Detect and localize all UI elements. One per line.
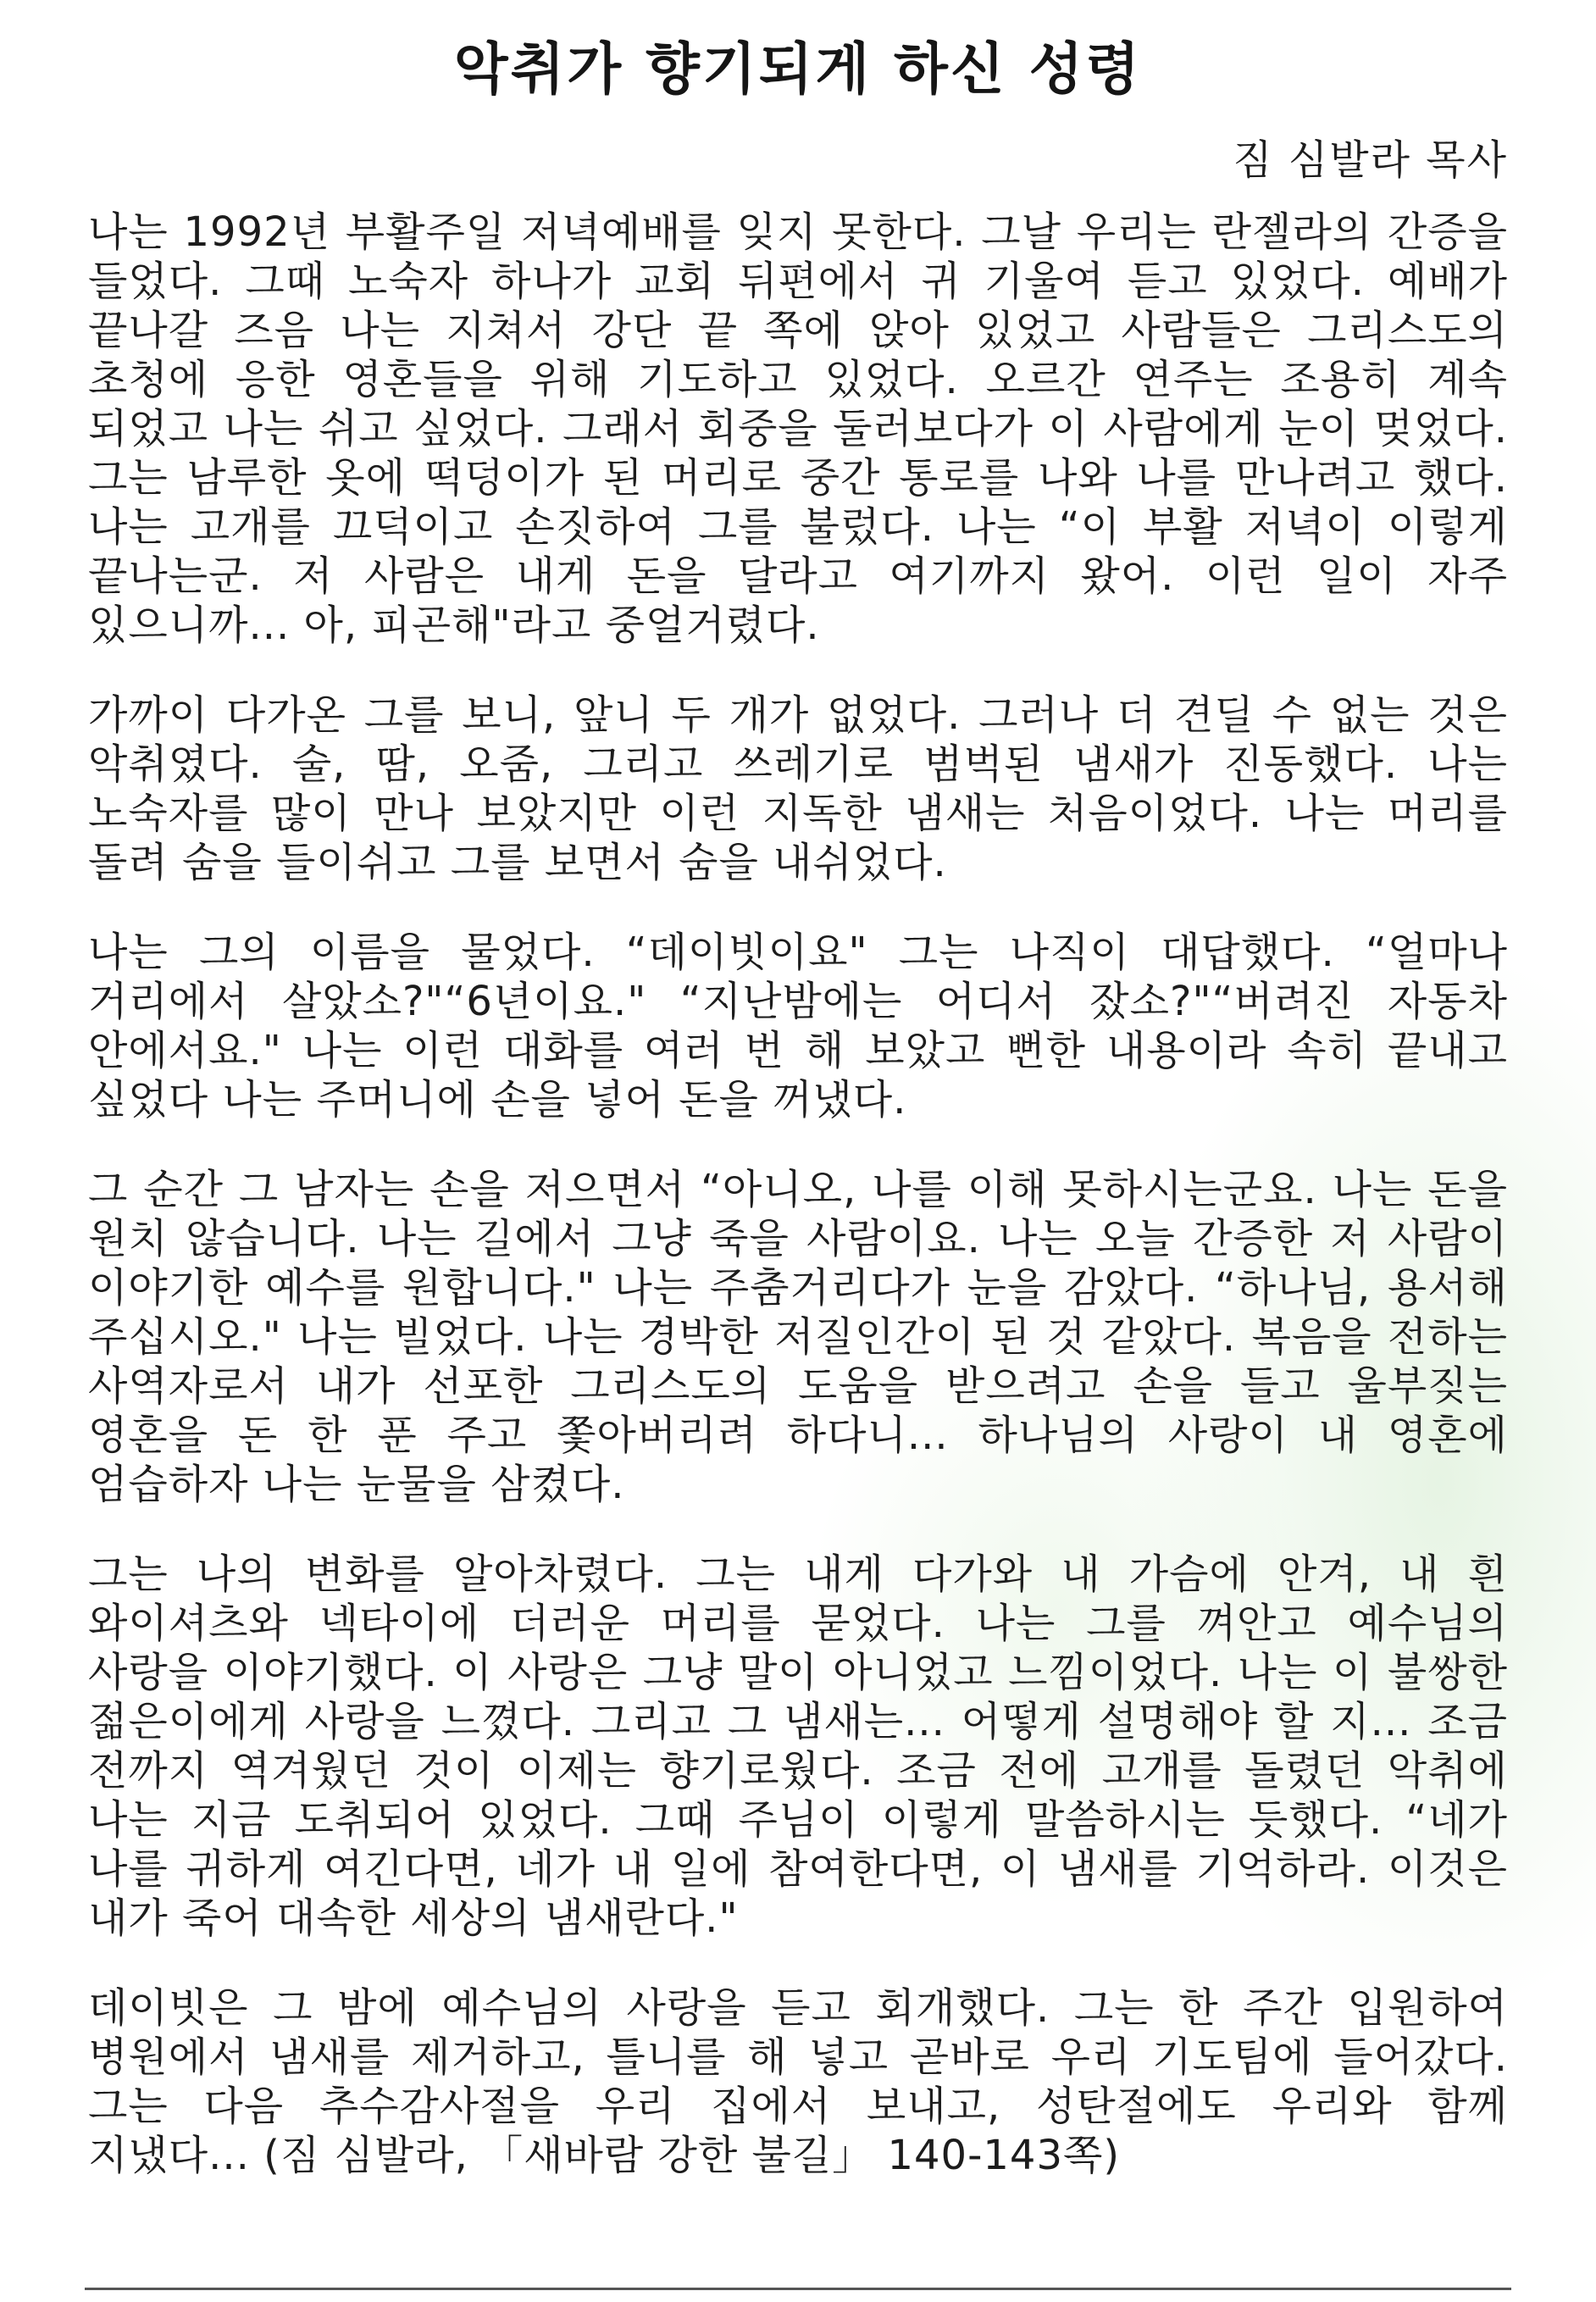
article-title: 악취가 향기되게 하신 성령	[453, 36, 1143, 102]
paragraph-1: 나는 1992년 부활주일 저녁예배를 잊지 못한다. 그날 우리는 란젤라의 간증을 들었다. 그때 노숙자 하나가 교회 뒤편에서 귀 기울여 듣고 있었다. 예배가 끝나갈 즈음 나는 지쳐서 강단 끝 쪽에 앉아 있었고 사람들은 그리스도의 초청에 응한 영혼들을 위해 기도하고 있었다. 오르간 연주는 조용히 계속 되었고 나는 쉬고 싶었다. 그래서 회중을 둘러보다가 이 사람에게 눈이 멎었다. 그는 남루한 옷에 떡덩이가 된 머리로 중간 통로를 나와 나를 만나려고 했다. 나는 고개를 끄덕이고 손짓하여 그를 불렀다. 나는 “이 부활 저녁이 이렇게 끝나는군. 저 사람은 내게 돈을 달라고 여기까지 왔어. 이런 일이 자주 있으니까... 아, 피곤해"라고 중얼거렸다.	[88, 208, 1508, 649]
paragraph-5: 그는 나의 변화를 알아차렸다. 그는 내게 다가와 내 가슴에 안겨, 내 흰 와이셔츠와 넥타이에 더러운 머리를 묻었다. 나는 그를 껴안고 예수님의 사랑을 이야기했다. 이 사랑은 그냥 말이 아니었고 느낌이었다. 나는 이 불쌍한 젊은이에게 사랑을 느꼈다. 그리고 그 냄새는... 어떻게 설명해야 할 지... 조금 전까지 역겨웠던 것이 이제는 향기로웠다. 조금 전에 고개를 돌렸던 악취에 나는 지금 도취되어 있었다. 그때 주님이 이렇게 말씀하시는 듯했다. “네가 나를 귀하게 여긴다면, 네가 내 일에 참여한다면, 이 냄새를 기억하라. 이것은 내가 죽어 대속한 세상의 냄새란다."	[88, 1550, 1508, 1942]
paragraph-4: 그 순간 그 남자는 손을 저으면서 “아니오, 나를 이해 못하시는군요. 나는 돈을 원치 않습니다. 나는 길에서 그냥 죽을 사람이요. 나는 오늘 간증한 저 사람이 이야기한 예수를 원합니다." 나는 주춤거리다가 눈을 감았다. “하나님, 용서해 주십시오." 나는 빌었다. 나는 경박한 저질인간이 된 것 같았다. 복음을 전하는 사역자로서 내가 선포한 그리스도의 도움을 받으려고 손을 들고 울부짖는 영혼을 돈 한 푼 주고 쫓아버리려 하다니... 하나님의 사랑이 내 영혼에 엄습하자 나는 눈물을 삼켰다.	[88, 1166, 1508, 1508]
paragraph-2: 가까이 다가온 그를 보니, 앞니 두 개가 없었다. 그러나 더 견딜 수 없는 것은 악취였다. 술, 땀, 오줌, 그리고 쓰레기로 범벅된 냄새가 진동했다. 나는 노숙자를 많이 만나 보았지만 이런 지독한 냄새는 처음이었다. 나는 머리를 돌려 숨을 들이쉬고 그를 보면서 숨을 내쉬었다.	[88, 691, 1508, 886]
paragraph-3: 나는 그의 이름을 물었다. “데이빗이요" 그는 나직이 대답했다. “얼마나 거리에서 살았소?"“6년이요." “지난밤에는 어디서 잤소?"“버려진 자동차 안에서요." 나는 이런 대화를 여러 번 해 보았고 뻔한 내용이라 속히 끝내고 싶었다 나는 주머니에 손을 넣어 돈을 꺼냈다.	[88, 929, 1508, 1123]
article-body	[88, 208, 1508, 2221]
author-byline: 짐 심발라 목사	[1233, 136, 1508, 184]
bottom-divider	[85, 2288, 1511, 2290]
paragraph-6: 데이빗은 그 밤에 예수님의 사랑을 듣고 회개했다. 그는 한 주간 입원하여 병원에서 냄새를 제거하고, 틀니를 해 넣고 곧바로 우리 기도팀에 들어갔다. 그는 다음 추수감사절을 우리 집에서 보내고, 성탄절에도 우리와 함께 지냈다... (짐 심발라, 「새바람 강한 불길」 140-143쪽)	[88, 1984, 1508, 2179]
